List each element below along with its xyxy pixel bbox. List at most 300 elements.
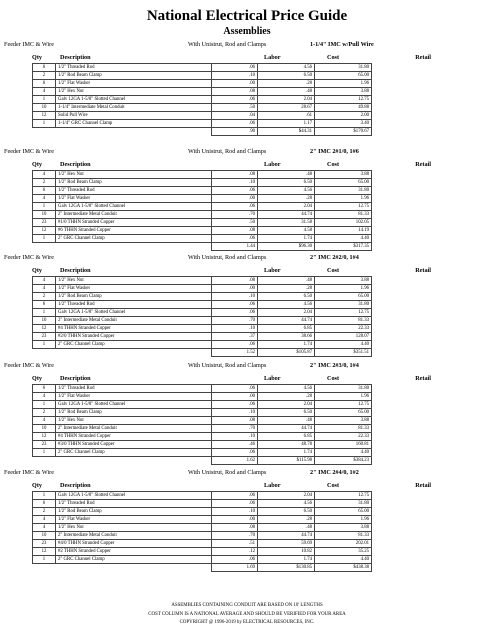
col-retail: Retail — [415, 375, 431, 382]
row-qty: 12 — [33, 548, 56, 556]
row-cost: 28.67 — [258, 104, 315, 112]
row-qty: 12 — [33, 227, 56, 235]
row-cost: 10.82 — [258, 548, 315, 556]
row-cost: 6.50 — [258, 409, 315, 417]
totals-row — [33, 128, 372, 136]
row-cost: .48 — [258, 417, 315, 425]
page-title: National Electrical Price Guide — [146, 8, 348, 24]
row-qty: 1 — [33, 203, 56, 211]
row-description: Galv 12GA 1-5/8" Slotted Channel — [56, 96, 212, 104]
totals-spacer — [33, 349, 56, 357]
row-labor: .06 — [212, 401, 258, 409]
table-row — [33, 524, 372, 532]
row-labor: .00 — [212, 285, 258, 293]
row-qty: 6 — [33, 301, 56, 309]
row-cost: 1.74 — [258, 556, 315, 564]
section-assembly-name: 2" IMC 2#1/0, 1#6 — [310, 148, 359, 155]
section-method: With Unistrut, Rod and Clamps — [188, 254, 267, 261]
table-row — [33, 235, 372, 243]
row-labor: .00 — [212, 195, 258, 203]
row-labor: .12 — [212, 548, 258, 556]
row-cost: 1.74 — [258, 449, 315, 457]
row-description: 1/2" Rod Beam Clamp — [56, 72, 212, 80]
row-qty: 23 — [33, 441, 56, 449]
totals-spacer — [33, 564, 56, 572]
footer-line-2: COST COLUMN IS A NATIONAL AVERAGE AND SHOULD BE VERIFIED FOR YOUR AREA — [148, 612, 346, 617]
items-table — [32, 276, 372, 357]
row-cost: .48 — [258, 88, 315, 96]
row-cost: .48 — [258, 277, 315, 285]
row-retail: 3.88 — [315, 171, 372, 179]
totals-spacer — [56, 457, 212, 465]
row-retail: 31.80 — [315, 64, 372, 72]
row-qty: 2 — [33, 72, 56, 80]
row-cost: 1.74 — [258, 341, 315, 349]
row-qty: 2 — [33, 508, 56, 516]
items-table — [32, 384, 372, 465]
row-retail: 3.88 — [315, 524, 372, 532]
col-qty: Qty — [32, 161, 42, 168]
row-retail: 49.88 — [315, 104, 372, 112]
table-row — [33, 508, 372, 516]
row-labor: .46 — [212, 441, 258, 449]
row-description: 1/2" Flat Washer — [56, 393, 212, 401]
row-labor: .10 — [212, 433, 258, 441]
table-row — [33, 203, 372, 211]
row-qty: 4 — [33, 393, 56, 401]
row-qty: 10 — [33, 104, 56, 112]
row-retail: 1.96 — [315, 285, 372, 293]
total-retail: $384.23 — [315, 457, 372, 465]
table-row — [33, 96, 372, 104]
row-qty: 23 — [33, 333, 56, 341]
row-labor: .08 — [212, 524, 258, 532]
col-retail: Retail — [415, 161, 431, 168]
row-retail: 31.80 — [315, 500, 372, 508]
row-labor: .10 — [212, 409, 258, 417]
row-retail: 14.19 — [315, 227, 372, 235]
table-row — [33, 112, 372, 120]
section-header — [4, 469, 494, 478]
col-cost: Cost — [327, 375, 340, 382]
row-qty: 1 — [33, 401, 56, 409]
row-qty: 1 — [33, 492, 56, 500]
row-labor: .06 — [212, 235, 258, 243]
totals-spacer — [56, 243, 212, 251]
row-description: 2" Intermediate Metal Conduit — [56, 532, 212, 540]
column-headers — [0, 375, 494, 384]
table-row — [33, 500, 372, 508]
table-row — [33, 441, 372, 449]
row-qty: 6 — [33, 187, 56, 195]
row-cost: .28 — [258, 393, 315, 401]
row-labor: .10 — [212, 179, 258, 187]
row-qty: 6 — [33, 385, 56, 393]
row-qty: 4 — [33, 417, 56, 425]
row-retail: 160.81 — [315, 441, 372, 449]
row-retail: 65.00 — [315, 508, 372, 516]
row-qty: 4 — [33, 88, 56, 96]
row-cost: 2.04 — [258, 401, 315, 409]
total-cost: $96.30 — [258, 243, 315, 251]
row-cost: 2.04 — [258, 203, 315, 211]
row-retail: 65.00 — [315, 72, 372, 80]
row-qty: 1 — [33, 556, 56, 564]
row-qty: 4 — [33, 277, 56, 285]
row-qty: 10 — [33, 317, 56, 325]
row-cost: 6.50 — [258, 179, 315, 187]
table-row — [33, 219, 372, 227]
col-retail: Retail — [415, 482, 431, 489]
table-row — [33, 120, 372, 128]
total-labor: 1.44 — [212, 243, 258, 251]
row-qty: 2 — [33, 409, 56, 417]
col-description: Description — [60, 54, 91, 61]
row-retail: 4.40 — [315, 449, 372, 457]
row-description: Galv 12GA 1-5/8" Slotted Channel — [56, 401, 212, 409]
total-retail: $438.38 — [315, 564, 372, 572]
row-retail: 12.75 — [315, 96, 372, 104]
row-qty: 6 — [33, 500, 56, 508]
row-qty: 2 — [33, 179, 56, 187]
col-cost: Cost — [327, 54, 340, 61]
section-assembly-name: 2" IMC 2#4/0, 1#2 — [310, 469, 359, 476]
row-cost: 4.56 — [258, 500, 315, 508]
row-retail: 2.00 — [315, 112, 372, 120]
row-description: 1/2" Hex Nut — [56, 524, 212, 532]
total-retail: $317.35 — [315, 243, 372, 251]
row-cost: 2.04 — [258, 492, 315, 500]
row-description: 2" GRC Channel Clamp — [56, 449, 212, 457]
col-labor: Labor — [264, 267, 281, 274]
row-labor: .06 — [212, 556, 258, 564]
row-qty: 4 — [33, 285, 56, 293]
row-qty: 12 — [33, 433, 56, 441]
items-table — [32, 491, 372, 572]
row-cost: 4.58 — [258, 227, 315, 235]
row-description: Galv 12GA 1-5/8" Slotted Channel — [56, 309, 212, 317]
row-labor: .06 — [212, 64, 258, 72]
row-retail: 35.25 — [315, 548, 372, 556]
section-method: With Unistrut, Rod and Clamps — [188, 469, 267, 476]
totals-spacer — [56, 349, 212, 357]
row-labor: .70 — [212, 317, 258, 325]
row-retail: 31.80 — [315, 385, 372, 393]
row-description: #2/0 THHN Stranded Copper — [56, 333, 212, 341]
row-cost: 4.56 — [258, 64, 315, 72]
row-retail: 1.96 — [315, 195, 372, 203]
row-description: Solid Pull Wire — [56, 112, 212, 120]
row-cost: 38.66 — [258, 333, 315, 341]
table-row — [33, 64, 372, 72]
row-description: 2" GRC Channel Clamp — [56, 341, 212, 349]
row-qty: 4 — [33, 516, 56, 524]
row-qty: 2 — [33, 293, 56, 301]
row-labor: .06 — [212, 301, 258, 309]
items-table — [32, 63, 372, 136]
totals-row — [33, 349, 372, 357]
row-retail: 102.05 — [315, 219, 372, 227]
table-row — [33, 341, 372, 349]
col-qty: Qty — [32, 375, 42, 382]
row-qty: 4 — [33, 195, 56, 203]
table-row — [33, 317, 372, 325]
col-qty: Qty — [32, 54, 42, 61]
row-cost: 4.56 — [258, 187, 315, 195]
table-row — [33, 393, 372, 401]
row-qty: 10 — [33, 211, 56, 219]
row-retail: 12.75 — [315, 401, 372, 409]
row-labor: .06 — [212, 96, 258, 104]
row-labor: .08 — [212, 417, 258, 425]
row-labor: .06 — [212, 203, 258, 211]
row-cost: 6.50 — [258, 72, 315, 80]
section-category: Feeder IMC & Wire — [4, 148, 54, 155]
table-row — [33, 72, 372, 80]
row-description: 1/2" Threaded Rod — [56, 187, 212, 195]
row-retail: 81.33 — [315, 532, 372, 540]
section-method: With Unistrut, Rod and Clamps — [188, 148, 267, 155]
section-method: With Unistrut, Rod and Clamps — [188, 41, 267, 48]
row-cost: 6.85 — [258, 325, 315, 333]
row-cost: 2.04 — [258, 309, 315, 317]
table-row — [33, 325, 372, 333]
items-table — [32, 170, 372, 251]
row-retail: 65.00 — [315, 179, 372, 187]
row-labor: .08 — [212, 277, 258, 285]
row-qty: 10 — [33, 425, 56, 433]
row-labor: .06 — [212, 492, 258, 500]
row-qty: 10 — [33, 532, 56, 540]
col-cost: Cost — [327, 482, 340, 489]
table-row — [33, 540, 372, 548]
col-labor: Labor — [264, 482, 281, 489]
row-cost: 1.74 — [258, 235, 315, 243]
row-description: #4 THHN Stranded Copper — [56, 325, 212, 333]
row-retail: 1.96 — [315, 393, 372, 401]
column-headers — [0, 482, 494, 491]
row-retail: 4.40 — [315, 235, 372, 243]
total-cost: $115.98 — [258, 457, 315, 465]
section-header — [4, 41, 494, 50]
table-row — [33, 277, 372, 285]
section-category: Feeder IMC & Wire — [4, 254, 54, 261]
section-assembly-name: 2" IMC 2#2/0, 1#4 — [310, 254, 359, 261]
row-retail: 3.88 — [315, 417, 372, 425]
table-row — [33, 211, 372, 219]
total-retail: $170.67 — [315, 128, 372, 136]
table-row — [33, 516, 372, 524]
row-description: 1/2" Rod Beam Clamp — [56, 409, 212, 417]
row-description: 1/2" Rod Beam Clamp — [56, 179, 212, 187]
table-row — [33, 548, 372, 556]
row-description: #3/0 THHN Stranded Copper — [56, 441, 212, 449]
row-retail: 81.33 — [315, 425, 372, 433]
row-description: 1-1/4" Intermediate Metal Conduit — [56, 104, 212, 112]
row-retail: 1.96 — [315, 80, 372, 88]
section-method: With Unistrut, Rod and Clamps — [188, 362, 267, 369]
row-cost: .28 — [258, 285, 315, 293]
row-retail: 128.07 — [315, 333, 372, 341]
totals-spacer — [33, 243, 56, 251]
row-labor: .08 — [212, 88, 258, 96]
col-qty: Qty — [32, 267, 42, 274]
row-cost: 59.69 — [258, 540, 315, 548]
table-row — [33, 556, 372, 564]
section-assembly-name: 1-1/4" IMC w/Pull Wire — [310, 41, 374, 48]
row-labor: .06 — [212, 385, 258, 393]
col-retail: Retail — [415, 267, 431, 274]
total-labor: 1.62 — [212, 457, 258, 465]
row-qty: 4 — [33, 171, 56, 179]
row-cost: 1.17 — [258, 120, 315, 128]
table-row — [33, 301, 372, 309]
row-labor: .06 — [212, 120, 258, 128]
row-cost: 44.74 — [258, 425, 315, 433]
row-description: 1/2" Threaded Rod — [56, 500, 212, 508]
row-labor: .10 — [212, 293, 258, 301]
row-retail: 12.75 — [315, 492, 372, 500]
row-description: 1/2" Hex Nut — [56, 277, 212, 285]
row-cost: .48 — [258, 524, 315, 532]
row-cost: 44.74 — [258, 317, 315, 325]
section-category: Feeder IMC & Wire — [4, 362, 54, 369]
table-row — [33, 309, 372, 317]
table-row — [33, 532, 372, 540]
row-cost: .61 — [258, 112, 315, 120]
row-qty: 6 — [33, 64, 56, 72]
total-cost: $130.85 — [258, 564, 315, 572]
col-retail: Retail — [415, 54, 431, 61]
section-category: Feeder IMC & Wire — [4, 469, 54, 476]
section-header — [4, 148, 494, 157]
row-qty: 1 — [33, 309, 56, 317]
col-description: Description — [60, 482, 91, 489]
row-description: Galv 12GA 1-5/8" Slotted Channel — [56, 492, 212, 500]
row-labor: .06 — [212, 449, 258, 457]
row-qty: 12 — [33, 112, 56, 120]
table-row — [33, 449, 372, 457]
row-retail: 3.88 — [315, 277, 372, 285]
row-retail: 81.33 — [315, 211, 372, 219]
row-description: #2 THHN Stranded Copper — [56, 548, 212, 556]
row-cost: 6.50 — [258, 293, 315, 301]
row-labor: .00 — [212, 516, 258, 524]
row-description: 1/2" Threaded Rod — [56, 385, 212, 393]
row-retail: 12.75 — [315, 309, 372, 317]
section-header — [4, 254, 494, 263]
row-cost: .48 — [258, 171, 315, 179]
row-labor: .00 — [212, 80, 258, 88]
row-description: 1/2" Threaded Rod — [56, 64, 212, 72]
row-description: 1/2" Hex Nut — [56, 88, 212, 96]
total-retail: $351.51 — [315, 349, 372, 357]
row-labor: .70 — [212, 425, 258, 433]
total-labor: 1.69 — [212, 564, 258, 572]
row-labor: .00 — [212, 393, 258, 401]
footer-line-1: ASSEMBLIES CONTAINING CONDUIT ARE BASED ON 10' LENGTHS — [171, 603, 323, 608]
row-qty: 23 — [33, 540, 56, 548]
totals-row — [33, 243, 372, 251]
total-labor: 1.52 — [212, 349, 258, 357]
row-retail: 202.01 — [315, 540, 372, 548]
table-row — [33, 187, 372, 195]
row-cost: 4.56 — [258, 301, 315, 309]
row-cost: 6.50 — [258, 508, 315, 516]
row-retail: 3.88 — [315, 88, 372, 96]
row-qty: 1 — [33, 120, 56, 128]
row-labor: .06 — [212, 500, 258, 508]
row-description: 1/2" Hex Nut — [56, 417, 212, 425]
row-description: 2" GRC Channel Clamp — [56, 556, 212, 564]
row-labor: .51 — [212, 540, 258, 548]
row-labor: .50 — [212, 104, 258, 112]
row-description: 2" GRC Channel Clamp — [56, 235, 212, 243]
col-labor: Labor — [264, 375, 281, 382]
totals-spacer — [33, 457, 56, 465]
totals-spacer — [56, 564, 212, 572]
row-description: 1/2" Rod Beam Clamp — [56, 293, 212, 301]
col-cost: Cost — [327, 267, 340, 274]
section-assembly-name: 2" IMC 2#3/0, 1#4 — [310, 362, 359, 369]
table-row — [33, 425, 372, 433]
row-cost: 4.56 — [258, 385, 315, 393]
row-qty: 6 — [33, 80, 56, 88]
row-description: 1/2" Threaded Rod — [56, 301, 212, 309]
row-description: 1/2" Flat Washer — [56, 195, 212, 203]
row-labor: .37 — [212, 333, 258, 341]
row-labor: .10 — [212, 72, 258, 80]
row-labor: .08 — [212, 171, 258, 179]
row-retail: 81.33 — [315, 317, 372, 325]
row-labor: .08 — [212, 227, 258, 235]
row-description: 1/2" Flat Washer — [56, 285, 212, 293]
column-headers — [0, 267, 494, 276]
col-cost: Cost — [327, 161, 340, 168]
row-labor: .70 — [212, 211, 258, 219]
row-description: Galv 12GA 1-5/8" Slotted Channel — [56, 203, 212, 211]
column-headers — [0, 161, 494, 170]
col-description: Description — [60, 161, 91, 168]
row-description: 2" Intermediate Metal Conduit — [56, 425, 212, 433]
table-row — [33, 333, 372, 341]
row-qty: 23 — [33, 219, 56, 227]
col-qty: Qty — [32, 482, 42, 489]
table-row — [33, 401, 372, 409]
row-retail: 22.33 — [315, 325, 372, 333]
page-subtitle: Assemblies — [223, 26, 271, 37]
row-description: #6 THHN Stranded Copper — [56, 227, 212, 235]
row-description: #4 THHN Stranded Copper — [56, 433, 212, 441]
row-qty: 4 — [33, 524, 56, 532]
row-qty: 12 — [33, 325, 56, 333]
table-row — [33, 409, 372, 417]
row-labor: .04 — [212, 112, 258, 120]
col-labor: Labor — [264, 161, 281, 168]
totals-row — [33, 457, 372, 465]
row-cost: 31.58 — [258, 219, 315, 227]
row-cost: .28 — [258, 516, 315, 524]
column-headers — [0, 54, 494, 63]
table-row — [33, 171, 372, 179]
total-labor: .90 — [212, 128, 258, 136]
table-row — [33, 385, 372, 393]
table-row — [33, 195, 372, 203]
row-description: #1/0 THHN Stranded Copper — [56, 219, 212, 227]
row-labor: .70 — [212, 532, 258, 540]
col-description: Description — [60, 267, 91, 274]
row-labor: .06 — [212, 187, 258, 195]
